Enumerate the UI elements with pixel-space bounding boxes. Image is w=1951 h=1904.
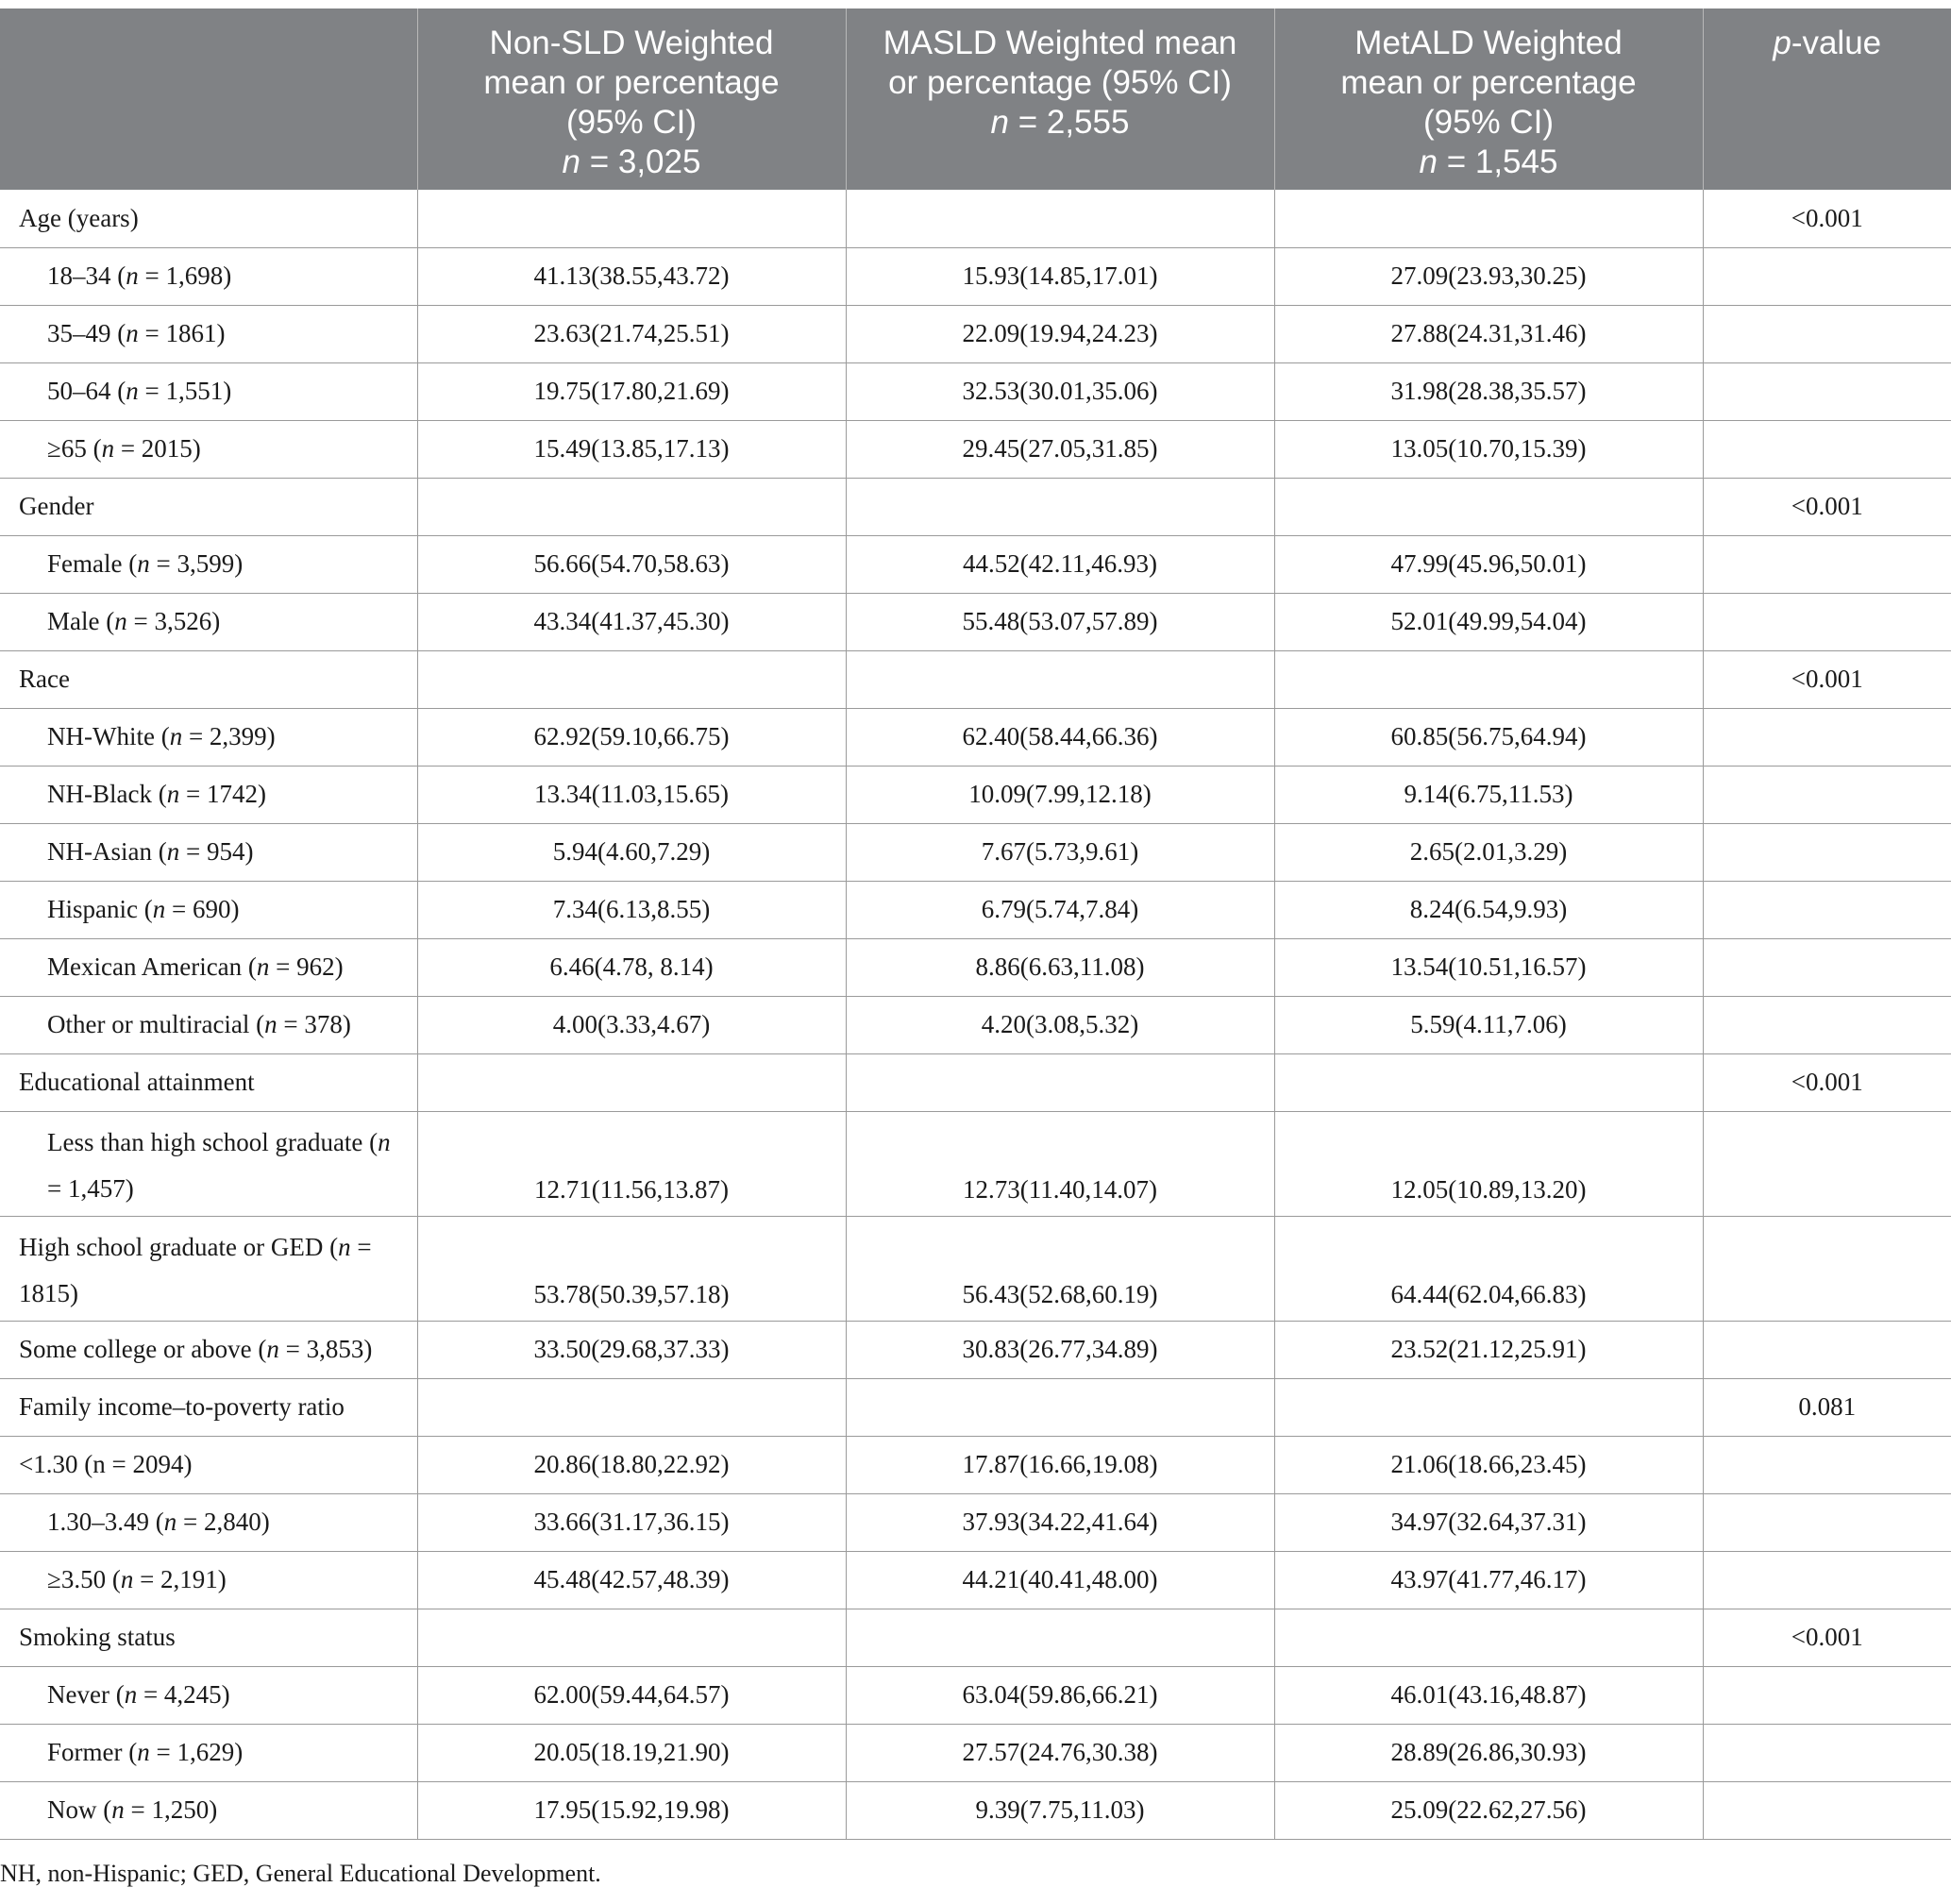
n-symbol: n: [114, 607, 127, 635]
row-label: [0, 190, 417, 247]
row-label-text: Less than high school graduate (: [47, 1127, 378, 1156]
header-variable: [0, 8, 417, 190]
header-masld-line2: or percentage (95% CI): [888, 64, 1232, 101]
header-metald-line3: (95% CI): [1422, 104, 1555, 141]
metald-value: [1274, 1609, 1703, 1666]
characteristics-table: [0, 8, 1951, 1840]
table-row: [0, 708, 1951, 766]
row-label-text: Now (: [47, 1795, 112, 1824]
metald-value: [1274, 650, 1703, 708]
header-masld-line1: MASLD Weighted mean: [883, 25, 1237, 61]
row-label-text: NH-White (: [47, 722, 170, 750]
row-label-text: = 1,629): [149, 1738, 244, 1766]
table-row: [0, 305, 1951, 362]
p-value: [1703, 938, 1951, 996]
non-sld-value: [417, 478, 846, 535]
n-symbol: n: [990, 104, 1009, 141]
row-label: [0, 1609, 417, 1666]
n-symbol: n: [378, 1127, 391, 1156]
table-row: [0, 1216, 1951, 1321]
p-value-suffix: -value: [1791, 25, 1882, 61]
non-sld-value: 20.05(18.19,21.90): [417, 1724, 846, 1781]
row-label-text: = 2,840): [177, 1508, 270, 1536]
metald-value: [1274, 478, 1703, 535]
metald-value: 47.99(45.96,50.01): [1274, 535, 1703, 593]
n-symbol: n: [266, 1335, 279, 1363]
table-row: [0, 362, 1951, 420]
p-value: <0.001: [1703, 1053, 1951, 1111]
row-label: [0, 593, 417, 650]
non-sld-value: 45.48(42.57,48.39): [417, 1551, 846, 1609]
p-value: [1703, 1111, 1951, 1216]
n-symbol: n: [126, 319, 139, 347]
non-sld-value: 62.92(59.10,66.75): [417, 708, 846, 766]
masld-value: 29.45(27.05,31.85): [846, 420, 1274, 478]
non-sld-value: [417, 650, 846, 708]
row-label-text: 35–49 (: [47, 319, 126, 347]
row-label: [0, 938, 417, 996]
p-value: 0.081: [1703, 1378, 1951, 1436]
metald-value: 52.01(49.99,54.04): [1274, 593, 1703, 650]
row-label-text: Some college or above (: [19, 1335, 267, 1363]
table-row: [0, 420, 1951, 478]
row-label-text: <1.30 (n = 2094): [19, 1450, 193, 1478]
n-symbol: n: [126, 261, 139, 290]
p-value: [1703, 362, 1951, 420]
row-label: [0, 1321, 417, 1378]
non-sld-value: 7.34(6.13,8.55): [417, 881, 846, 938]
metald-value: [1274, 1053, 1703, 1111]
masld-value: [846, 650, 1274, 708]
row-label-text: = 1,698): [138, 261, 232, 290]
table-row: [0, 650, 1951, 708]
non-sld-value: 15.49(13.85,17.13): [417, 420, 846, 478]
non-sld-value: 6.46(4.78, 8.14): [417, 938, 846, 996]
row-label-text: NH-Asian (: [47, 837, 167, 866]
row-label: [0, 535, 417, 593]
p-value: [1703, 535, 1951, 593]
row-label-text: = 1,457): [47, 1173, 134, 1203]
masld-value: 62.40(58.44,66.36): [846, 708, 1274, 766]
row-label-text: Age (years): [19, 203, 139, 232]
p-value: [1703, 823, 1951, 881]
masld-value: 22.09(19.94,24.23): [846, 305, 1274, 362]
row-label-text: High school graduate or GED (: [19, 1232, 339, 1261]
row-label-text: Other or multiracial (: [47, 1010, 265, 1038]
row-label-text: Smoking status: [19, 1623, 176, 1651]
masld-value: 6.79(5.74,7.84): [846, 881, 1274, 938]
metald-value: 46.01(43.16,48.87): [1274, 1666, 1703, 1724]
p-symbol: p: [1773, 25, 1791, 61]
header-non-sld-line2: mean or percentage: [483, 64, 780, 101]
n-symbol: n: [124, 1680, 138, 1709]
p-value: [1703, 247, 1951, 305]
row-label: [0, 362, 417, 420]
metald-value: 60.85(56.75,64.94): [1274, 708, 1703, 766]
n-symbol: n: [166, 780, 180, 808]
header-p-value: [1703, 8, 1951, 190]
metald-value: 2.65(2.01,3.29): [1274, 823, 1703, 881]
non-sld-value: [417, 1378, 846, 1436]
row-label: [0, 1216, 417, 1321]
masld-value: 10.09(7.99,12.18): [846, 766, 1274, 823]
row-label-text: = 1815): [19, 1232, 372, 1307]
row-label: [0, 1551, 417, 1609]
table-row: [0, 1666, 1951, 1724]
n-symbol: n: [137, 1738, 150, 1766]
non-sld-value: [417, 1609, 846, 1666]
p-value: [1703, 1666, 1951, 1724]
row-label: [0, 881, 417, 938]
n-symbol: n: [256, 952, 270, 981]
table-row: [0, 881, 1951, 938]
header-non-sld-n: [428, 143, 836, 182]
n-count: = 1,545: [1437, 143, 1558, 180]
p-value: [1703, 881, 1951, 938]
row-label-text: NH-Black (: [47, 780, 167, 808]
n-symbol: n: [163, 1508, 177, 1536]
row-label-text: Male (: [47, 607, 115, 635]
metald-value: 13.05(10.70,15.39): [1274, 420, 1703, 478]
metald-value: 25.09(22.62,27.56): [1274, 1781, 1703, 1839]
metald-value: 5.59(4.11,7.06): [1274, 996, 1703, 1053]
table-row: [0, 1053, 1951, 1111]
masld-value: 15.93(14.85,17.01): [846, 247, 1274, 305]
non-sld-value: 33.66(31.17,36.15): [417, 1493, 846, 1551]
non-sld-value: 33.50(29.68,37.33): [417, 1321, 846, 1378]
row-label-text: = 1742): [179, 780, 266, 808]
metald-value: [1274, 1378, 1703, 1436]
non-sld-value: 20.86(18.80,22.92): [417, 1436, 846, 1493]
masld-value: 9.39(7.75,11.03): [846, 1781, 1274, 1839]
non-sld-value: 53.78(50.39,57.18): [417, 1216, 846, 1321]
metald-value: 9.14(6.75,11.53): [1274, 766, 1703, 823]
non-sld-value: 12.71(11.56,13.87): [417, 1111, 846, 1216]
masld-value: 8.86(6.63,11.08): [846, 938, 1274, 996]
masld-value: 12.73(11.40,14.07): [846, 1111, 1274, 1216]
non-sld-value: 5.94(4.60,7.29): [417, 823, 846, 881]
row-label-text: Educational attainment: [19, 1068, 255, 1096]
table-body: [0, 190, 1951, 1839]
non-sld-value: 19.75(17.80,21.69): [417, 362, 846, 420]
row-label: [0, 823, 417, 881]
row-label: [0, 305, 417, 362]
row-label: [0, 478, 417, 535]
p-value: [1703, 996, 1951, 1053]
table-row: [0, 823, 1951, 881]
table-row: [0, 478, 1951, 535]
table-row: [0, 1724, 1951, 1781]
row-label-text: ≥3.50 (: [47, 1565, 121, 1593]
header-masld: [846, 8, 1274, 190]
row-label-text: 50–64 (: [47, 377, 126, 405]
masld-value: 44.21(40.41,48.00): [846, 1551, 1274, 1609]
row-label-text: Female (: [47, 549, 138, 578]
row-label-text: Former (: [47, 1738, 138, 1766]
n-count: = 2,555: [1008, 104, 1130, 141]
non-sld-value: 13.34(11.03,15.65): [417, 766, 846, 823]
row-label-text: Never (: [47, 1680, 125, 1709]
p-value: [1703, 1781, 1951, 1839]
row-label: [0, 247, 417, 305]
non-sld-value: 43.34(41.37,45.30): [417, 593, 846, 650]
n-symbol: n: [101, 434, 115, 463]
table-row: [0, 593, 1951, 650]
masld-value: 27.57(24.76,30.38): [846, 1724, 1274, 1781]
header-non-sld-line1: Non-SLD Weighted: [489, 25, 774, 61]
n-symbol: n: [169, 722, 183, 750]
p-value: [1703, 1493, 1951, 1551]
metald-value: 27.88(24.31,31.46): [1274, 305, 1703, 362]
p-value: [1703, 1551, 1951, 1609]
n-symbol: n: [120, 1565, 134, 1593]
row-label: [0, 1724, 417, 1781]
p-value: <0.001: [1703, 1609, 1951, 1666]
row-label: [0, 1781, 417, 1839]
table-row: [0, 938, 1951, 996]
n-symbol: n: [111, 1795, 125, 1824]
header-non-sld-line3: (95% CI): [565, 104, 698, 141]
masld-value: 7.67(5.73,9.61): [846, 823, 1274, 881]
masld-value: 44.52(42.11,46.93): [846, 535, 1274, 593]
metald-value: 28.89(26.86,30.93): [1274, 1724, 1703, 1781]
row-label-text: Gender: [19, 492, 94, 520]
n-symbol: n: [1419, 143, 1438, 180]
non-sld-value: 62.00(59.44,64.57): [417, 1666, 846, 1724]
header-metald-line2: mean or percentage: [1340, 64, 1637, 101]
masld-value: 30.83(26.77,34.89): [846, 1321, 1274, 1378]
row-label-text: Family income–to-poverty ratio: [19, 1392, 345, 1421]
table-row: [0, 1378, 1951, 1436]
row-label-text: 18–34 (: [47, 261, 126, 290]
row-label: [0, 420, 417, 478]
n-count: = 3,025: [580, 143, 701, 180]
table-row: [0, 535, 1951, 593]
metald-value: 31.98(28.38,35.57): [1274, 362, 1703, 420]
header-masld-n: [856, 103, 1265, 143]
row-label-text: Race: [19, 665, 70, 693]
row-label-text: = 4,245): [137, 1680, 230, 1709]
masld-value: 56.43(52.68,60.19): [846, 1216, 1274, 1321]
non-sld-value: 41.13(38.55,43.72): [417, 247, 846, 305]
masld-value: 17.87(16.66,19.08): [846, 1436, 1274, 1493]
p-value: [1703, 766, 1951, 823]
table-row: [0, 1493, 1951, 1551]
n-symbol: n: [166, 837, 180, 866]
p-value: [1703, 1724, 1951, 1781]
table-row: [0, 1436, 1951, 1493]
table-row: [0, 190, 1951, 247]
metald-value: 34.97(32.64,37.31): [1274, 1493, 1703, 1551]
p-value: [1703, 1216, 1951, 1321]
metald-value: 64.44(62.04,66.83): [1274, 1216, 1703, 1321]
p-value: <0.001: [1703, 190, 1951, 247]
metald-value: 43.97(41.77,46.17): [1274, 1551, 1703, 1609]
row-label-text: = 962): [269, 952, 344, 981]
row-label: [0, 1111, 417, 1216]
non-sld-value: 4.00(3.33,4.67): [417, 996, 846, 1053]
table-row: [0, 766, 1951, 823]
row-label-text: = 378): [277, 1010, 351, 1038]
row-label: [0, 766, 417, 823]
metald-value: 12.05(10.89,13.20): [1274, 1111, 1703, 1216]
masld-value: 37.93(34.22,41.64): [846, 1493, 1274, 1551]
header-metald-line1: MetALD Weighted: [1354, 25, 1623, 61]
row-label-text: = 2,191): [133, 1565, 227, 1593]
row-label-text: = 954): [179, 837, 254, 866]
masld-value: [846, 190, 1274, 247]
p-value: <0.001: [1703, 650, 1951, 708]
table-row: [0, 996, 1951, 1053]
n-symbol: n: [126, 377, 139, 405]
masld-value: 55.48(53.07,57.89): [846, 593, 1274, 650]
row-label: [0, 708, 417, 766]
row-label: [0, 1436, 417, 1493]
p-value: [1703, 1321, 1951, 1378]
masld-value: [846, 1609, 1274, 1666]
p-value: [1703, 1436, 1951, 1493]
p-value: [1703, 708, 1951, 766]
row-label-text: = 3,853): [278, 1335, 373, 1363]
p-value: [1703, 593, 1951, 650]
metald-value: 8.24(6.54,9.93): [1274, 881, 1703, 938]
metald-value: [1274, 190, 1703, 247]
row-label: [0, 1378, 417, 1436]
row-label: [0, 650, 417, 708]
row-label-text: = 3,599): [149, 549, 244, 578]
header-metald-n: [1285, 143, 1693, 182]
row-label-text: Mexican American (: [47, 952, 257, 981]
p-value: [1703, 420, 1951, 478]
masld-value: 63.04(59.86,66.21): [846, 1666, 1274, 1724]
table-footnote: NH, non-Hispanic; GED, General Educational Development.: [0, 1860, 601, 1887]
metald-value: 21.06(18.66,23.45): [1274, 1436, 1703, 1493]
row-label: [0, 1053, 417, 1111]
masld-value: [846, 1378, 1274, 1436]
n-symbol: n: [152, 895, 166, 923]
non-sld-value: [417, 1053, 846, 1111]
metald-value: 13.54(10.51,16.57): [1274, 938, 1703, 996]
row-label: [0, 1493, 417, 1551]
non-sld-value: 17.95(15.92,19.98): [417, 1781, 846, 1839]
row-label-text: = 1,551): [138, 377, 232, 405]
row-label-text: = 690): [165, 895, 240, 923]
metald-value: 27.09(23.93,30.25): [1274, 247, 1703, 305]
n-symbol: n: [264, 1010, 278, 1038]
header-non-sld: [417, 8, 846, 190]
row-label-text: Hispanic (: [47, 895, 153, 923]
table-row: [0, 1321, 1951, 1378]
row-label-text: = 2015): [114, 434, 201, 463]
masld-value: 32.53(30.01,35.06): [846, 362, 1274, 420]
p-value: [1703, 305, 1951, 362]
n-symbol: n: [338, 1232, 351, 1261]
row-label-text: = 3,526): [126, 607, 221, 635]
masld-value: 4.20(3.08,5.32): [846, 996, 1274, 1053]
table-row: [0, 247, 1951, 305]
non-sld-value: 56.66(54.70,58.63): [417, 535, 846, 593]
row-label-text: = 2,399): [182, 722, 276, 750]
row-label: [0, 1666, 417, 1724]
row-label-text: ≥65 (: [47, 434, 102, 463]
table-row: [0, 1609, 1951, 1666]
header-row: [0, 8, 1951, 190]
table-row: [0, 1781, 1951, 1839]
table-row: [0, 1111, 1951, 1216]
n-symbol: n: [562, 143, 580, 180]
p-value: <0.001: [1703, 478, 1951, 535]
n-symbol: n: [137, 549, 150, 578]
header-metald: [1274, 8, 1703, 190]
row-label-text: = 1861): [138, 319, 226, 347]
masld-value: [846, 478, 1274, 535]
non-sld-value: [417, 190, 846, 247]
row-label-text: = 1,250): [124, 1795, 218, 1824]
row-label: [0, 996, 417, 1053]
non-sld-value: 23.63(21.74,25.51): [417, 305, 846, 362]
table-row: [0, 1551, 1951, 1609]
metald-value: 23.52(21.12,25.91): [1274, 1321, 1703, 1378]
row-label-text: 1.30–3.49 (: [47, 1508, 164, 1536]
masld-value: [846, 1053, 1274, 1111]
